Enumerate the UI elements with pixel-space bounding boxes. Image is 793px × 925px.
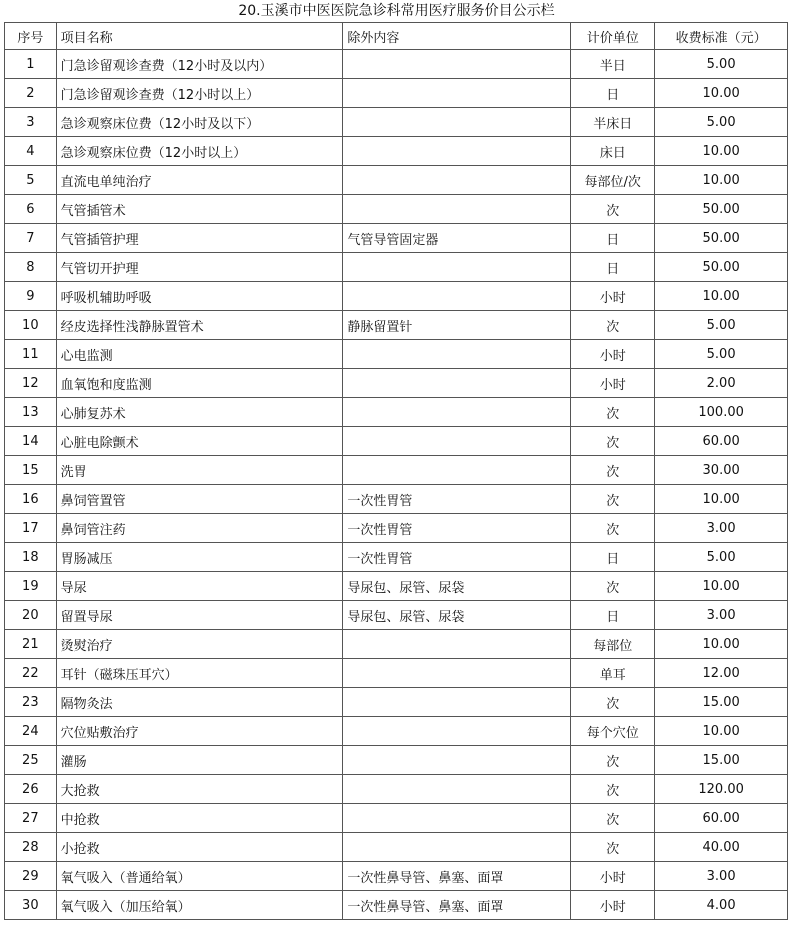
cell-seq: 20 <box>5 601 57 630</box>
cell-seq: 7 <box>5 224 57 253</box>
cell-excluded: 导尿包、尿管、尿袋 <box>343 572 571 601</box>
cell-unit: 次 <box>571 775 655 804</box>
cell-item-name: 穴位贴敷治疗 <box>56 717 343 746</box>
cell-seq: 6 <box>5 195 57 224</box>
table-row <box>5 485 788 514</box>
table-row <box>5 601 788 630</box>
cell-item-name: 急诊观察床位费（12小时以上） <box>56 137 343 166</box>
table-row <box>5 746 788 775</box>
page-title: 20.玉溪市中医医院急诊科常用医疗服务价目公示栏 <box>238 3 555 19</box>
cell-item-name: 烫熨治疗 <box>56 630 343 659</box>
table-row <box>5 456 788 485</box>
cell-item-name: 门急诊留观诊查费（12小时及以内） <box>56 50 343 79</box>
table-row <box>5 311 788 340</box>
cell-unit: 每部位 <box>571 630 655 659</box>
cell-unit: 次 <box>571 427 655 456</box>
table-row <box>5 224 788 253</box>
cell-price: 50.00 <box>655 195 788 224</box>
cell-unit: 次 <box>571 311 655 340</box>
cell-unit: 小时 <box>571 369 655 398</box>
cell-price: 10.00 <box>655 485 788 514</box>
cell-excluded <box>343 282 571 311</box>
cell-excluded <box>343 630 571 659</box>
table-row <box>5 79 788 108</box>
cell-item-name: 直流电单纯治疗 <box>56 166 343 195</box>
cell-price: 40.00 <box>655 833 788 862</box>
cell-unit: 次 <box>571 195 655 224</box>
table-row <box>5 688 788 717</box>
cell-unit: 次 <box>571 514 655 543</box>
cell-excluded: 气管导管固定器 <box>343 224 571 253</box>
table-row <box>5 514 788 543</box>
cell-price: 10.00 <box>655 717 788 746</box>
header-excluded: 除外内容 <box>343 23 571 50</box>
header-item-name: 项目名称 <box>56 23 343 50</box>
cell-item-name: 耳针（磁珠压耳穴） <box>56 659 343 688</box>
cell-item-name: 鼻饲管注药 <box>56 514 343 543</box>
cell-price: 10.00 <box>655 79 788 108</box>
cell-unit: 日 <box>571 79 655 108</box>
cell-unit: 日 <box>571 601 655 630</box>
cell-unit: 小时 <box>571 282 655 311</box>
cell-price: 100.00 <box>655 398 788 427</box>
cell-seq: 11 <box>5 340 57 369</box>
cell-price: 5.00 <box>655 543 788 572</box>
cell-item-name: 鼻饲管置管 <box>56 485 343 514</box>
table-row <box>5 137 788 166</box>
cell-unit: 每个穴位 <box>571 717 655 746</box>
cell-price: 10.00 <box>655 137 788 166</box>
header-price: 收费标准（元） <box>655 23 788 50</box>
cell-item-name: 门急诊留观诊查费（12小时以上） <box>56 79 343 108</box>
cell-item-name: 急诊观察床位费（12小时及以下） <box>56 108 343 137</box>
cell-excluded: 静脉留置针 <box>343 311 571 340</box>
cell-item-name: 导尿 <box>56 572 343 601</box>
cell-excluded <box>343 659 571 688</box>
header-seq: 序号 <box>5 23 57 50</box>
cell-unit: 次 <box>571 804 655 833</box>
cell-item-name: 隔物灸法 <box>56 688 343 717</box>
cell-excluded <box>343 369 571 398</box>
cell-price: 60.00 <box>655 804 788 833</box>
cell-price: 10.00 <box>655 572 788 601</box>
cell-seq: 21 <box>5 630 57 659</box>
table-row <box>5 340 788 369</box>
table-row <box>5 398 788 427</box>
table-row <box>5 108 788 137</box>
cell-excluded <box>343 137 571 166</box>
cell-seq: 14 <box>5 427 57 456</box>
cell-item-name: 洗胃 <box>56 456 343 485</box>
cell-unit: 次 <box>571 398 655 427</box>
cell-item-name: 小抢救 <box>56 833 343 862</box>
cell-excluded <box>343 340 571 369</box>
cell-unit: 次 <box>571 688 655 717</box>
cell-item-name: 灌肠 <box>56 746 343 775</box>
cell-excluded: 一次性胃管 <box>343 485 571 514</box>
cell-seq: 23 <box>5 688 57 717</box>
cell-excluded <box>343 108 571 137</box>
cell-unit: 半日 <box>571 50 655 79</box>
cell-item-name: 留置导尿 <box>56 601 343 630</box>
cell-unit: 日 <box>571 224 655 253</box>
cell-price: 3.00 <box>655 514 788 543</box>
cell-unit: 床日 <box>571 137 655 166</box>
cell-unit: 日 <box>571 253 655 282</box>
cell-item-name: 血氧饱和度监测 <box>56 369 343 398</box>
cell-unit: 每部位/次 <box>571 166 655 195</box>
cell-price: 3.00 <box>655 601 788 630</box>
cell-seq: 15 <box>5 456 57 485</box>
cell-unit: 单耳 <box>571 659 655 688</box>
table-row <box>5 427 788 456</box>
table-row <box>5 543 788 572</box>
cell-excluded <box>343 775 571 804</box>
cell-item-name: 胃肠减压 <box>56 543 343 572</box>
cell-seq: 10 <box>5 311 57 340</box>
table-row <box>5 369 788 398</box>
table-row <box>5 804 788 833</box>
cell-excluded <box>343 688 571 717</box>
cell-seq: 18 <box>5 543 57 572</box>
cell-excluded <box>343 717 571 746</box>
cell-item-name: 心肺复苏术 <box>56 398 343 427</box>
cell-excluded <box>343 456 571 485</box>
cell-excluded: 一次性鼻导管、鼻塞、面罩 <box>343 891 571 920</box>
cell-seq: 4 <box>5 137 57 166</box>
cell-price: 10.00 <box>655 630 788 659</box>
cell-unit: 次 <box>571 572 655 601</box>
cell-price: 5.00 <box>655 50 788 79</box>
cell-excluded <box>343 166 571 195</box>
cell-seq: 24 <box>5 717 57 746</box>
table-row <box>5 50 788 79</box>
cell-price: 120.00 <box>655 775 788 804</box>
table-row <box>5 572 788 601</box>
cell-excluded: 一次性胃管 <box>343 514 571 543</box>
cell-seq: 2 <box>5 79 57 108</box>
cell-seq: 16 <box>5 485 57 514</box>
table-row <box>5 775 788 804</box>
table-row <box>5 862 788 891</box>
table-row <box>5 253 788 282</box>
cell-seq: 22 <box>5 659 57 688</box>
cell-price: 12.00 <box>655 659 788 688</box>
cell-unit: 日 <box>571 543 655 572</box>
cell-price: 3.00 <box>655 862 788 891</box>
cell-item-name: 气管切开护理 <box>56 253 343 282</box>
cell-excluded <box>343 427 571 456</box>
cell-price: 60.00 <box>655 427 788 456</box>
table-row <box>5 630 788 659</box>
table-header-row <box>5 23 788 50</box>
cell-price: 15.00 <box>655 688 788 717</box>
cell-price: 2.00 <box>655 369 788 398</box>
cell-item-name: 大抢救 <box>56 775 343 804</box>
cell-unit: 小时 <box>571 862 655 891</box>
cell-seq: 30 <box>5 891 57 920</box>
cell-excluded: 一次性鼻导管、鼻塞、面罩 <box>343 862 571 891</box>
cell-price: 50.00 <box>655 224 788 253</box>
table-row <box>5 891 788 920</box>
cell-item-name: 心电监测 <box>56 340 343 369</box>
cell-price: 50.00 <box>655 253 788 282</box>
cell-seq: 25 <box>5 746 57 775</box>
cell-seq: 26 <box>5 775 57 804</box>
cell-item-name: 中抢救 <box>56 804 343 833</box>
cell-seq: 12 <box>5 369 57 398</box>
cell-seq: 28 <box>5 833 57 862</box>
cell-unit: 小时 <box>571 340 655 369</box>
cell-item-name: 经皮选择性浅静脉置管术 <box>56 311 343 340</box>
header-unit: 计价单位 <box>571 23 655 50</box>
cell-seq: 8 <box>5 253 57 282</box>
table-row <box>5 166 788 195</box>
cell-price: 5.00 <box>655 108 788 137</box>
cell-unit: 小时 <box>571 891 655 920</box>
cell-excluded: 一次性胃管 <box>343 543 571 572</box>
cell-unit: 次 <box>571 833 655 862</box>
cell-item-name: 氧气吸入（普通给氧） <box>56 862 343 891</box>
cell-price: 5.00 <box>655 340 788 369</box>
table-row <box>5 717 788 746</box>
cell-excluded <box>343 398 571 427</box>
cell-seq: 17 <box>5 514 57 543</box>
cell-excluded <box>343 833 571 862</box>
cell-item-name: 呼吸机辅助呼吸 <box>56 282 343 311</box>
cell-seq: 9 <box>5 282 57 311</box>
cell-unit: 次 <box>571 746 655 775</box>
table-row <box>5 282 788 311</box>
cell-seq: 13 <box>5 398 57 427</box>
cell-seq: 27 <box>5 804 57 833</box>
cell-excluded <box>343 253 571 282</box>
cell-item-name: 气管插管护理 <box>56 224 343 253</box>
table-row <box>5 195 788 224</box>
cell-unit: 次 <box>571 456 655 485</box>
cell-price: 5.00 <box>655 311 788 340</box>
cell-seq: 1 <box>5 50 57 79</box>
cell-price: 15.00 <box>655 746 788 775</box>
table-row <box>5 659 788 688</box>
cell-price: 30.00 <box>655 456 788 485</box>
cell-price: 4.00 <box>655 891 788 920</box>
cell-seq: 3 <box>5 108 57 137</box>
cell-seq: 19 <box>5 572 57 601</box>
cell-item-name: 气管插管术 <box>56 195 343 224</box>
cell-item-name: 心脏电除颤术 <box>56 427 343 456</box>
cell-seq: 29 <box>5 862 57 891</box>
cell-price: 10.00 <box>655 282 788 311</box>
cell-seq: 5 <box>5 166 57 195</box>
cell-excluded: 导尿包、尿管、尿袋 <box>343 601 571 630</box>
cell-excluded <box>343 79 571 108</box>
cell-item-name: 氧气吸入（加压给氧） <box>56 891 343 920</box>
table-row <box>5 833 788 862</box>
cell-unit: 次 <box>571 485 655 514</box>
cell-price: 10.00 <box>655 166 788 195</box>
cell-unit: 半床日 <box>571 108 655 137</box>
cell-excluded <box>343 746 571 775</box>
cell-excluded <box>343 804 571 833</box>
cell-excluded <box>343 195 571 224</box>
price-table <box>4 22 788 920</box>
cell-excluded <box>343 50 571 79</box>
